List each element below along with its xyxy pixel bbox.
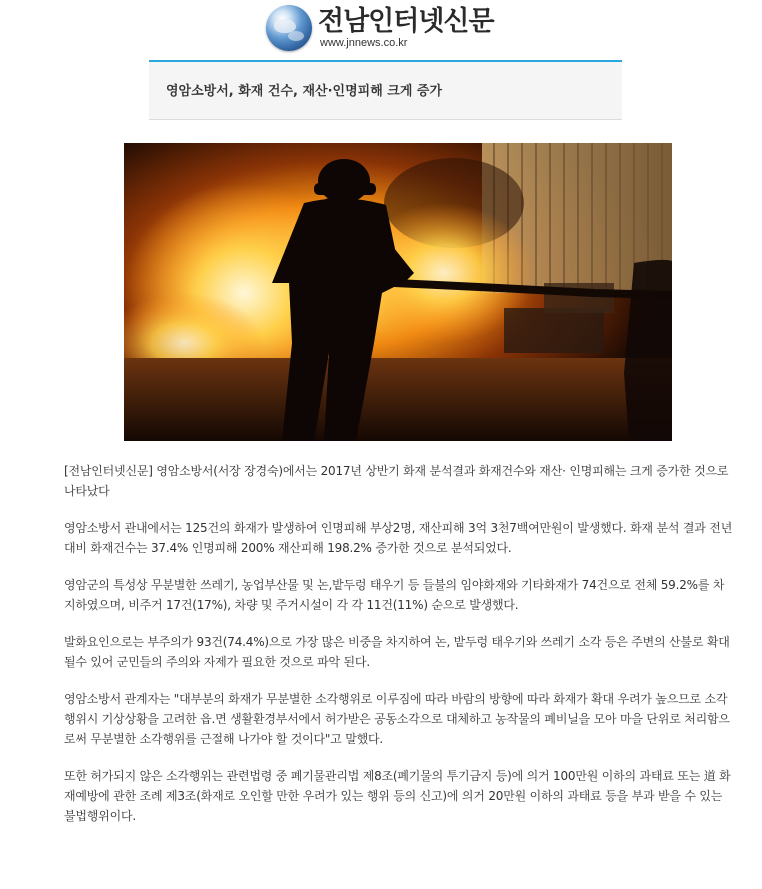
article-paragraph: [전남인터넷신문] 영암소방서(서장 장경숙)에서는 2017년 상반기 화재 분석결과 화재건수와 재산· 인명피해는 크게 증가한 것으로 나타났다	[64, 464, 729, 498]
firefighter-fire-photo-icon	[124, 143, 672, 441]
article-body	[64, 461, 734, 843]
article-paragraph: 영암소방서 관계자는 "대부분의 화재가 무분별한 소각행위로 이루짐에 따라 바람의 방향에 따라 화재가 확대 우려가 높으므로 소각 행위시 기상상황을 고려한 읍.면 생활환경부서에서 허가받은 공동소각으로 대체하고 농작물의 폐비닐을 모아 마을 단위로 처리함으로써 무분별한 소각행위를 근절해 나가야 할 것이다"고 말했다.	[64, 692, 730, 746]
site-logo[interactable]	[266, 4, 494, 52]
logo-text	[318, 7, 494, 50]
article-headline: 영암소방서, 화재 건수, 재산·인명피해 크게 증가	[166, 84, 443, 99]
article-photo	[124, 143, 672, 441]
article-paragraph: 영암군의 특성상 무분별한 쓰레기, 농업부산물 및 논,밭두렁 태우기 등 들불의 임야화재와 기타화재가 74건으로 전체 59.2%를 차지하였으며, 비주거 17건(17%), 차량 및 주거시설이 각 각 11건(11%) 순으로 발생했다.	[64, 578, 725, 612]
article-paragraph: 발화요인으로는 부주의가 93건(74.4%)으로 가장 많은 비중을 차지하여 논, 밭두렁 태우기와 쓰레기 소각 등은 주변의 산불로 확대될수 있어 군민들의 주의와 자제가 필요한 것으로 파악 된다.	[64, 635, 730, 669]
masthead	[0, 0, 762, 56]
site-name: 전남인터넷신문	[318, 5, 494, 37]
headline-box	[149, 60, 622, 120]
article-paragraph: 영암소방서 관내에서는 125건의 화재가 발생하여 인명피해 부상2명, 재산피해 3억 3천7백여만원이 발생했다. 화재 분석 결과 전년대비 화재건수는 37.4% 인명피해 200% 재산피해 198.2% 증가한 것으로 분석되었다.	[64, 521, 733, 555]
globe-icon	[266, 5, 312, 51]
article-paragraph: 또한 허가되지 않은 소각행위는 관련법령 중 폐기물관리법 제8조(폐기물의 투기금지 등)에 의거 100만원 이하의 과태료 또는 道 화재예방에 관한 조례 제3조(화재로 오인할 만한 우려가 있는 행위 등의 신고)에 의거 20만원 이하의 과태료 등을 부과 받을 수 있는 불법행위이다.	[64, 769, 731, 823]
site-url: www.jnnews.co.kr	[320, 36, 408, 49]
